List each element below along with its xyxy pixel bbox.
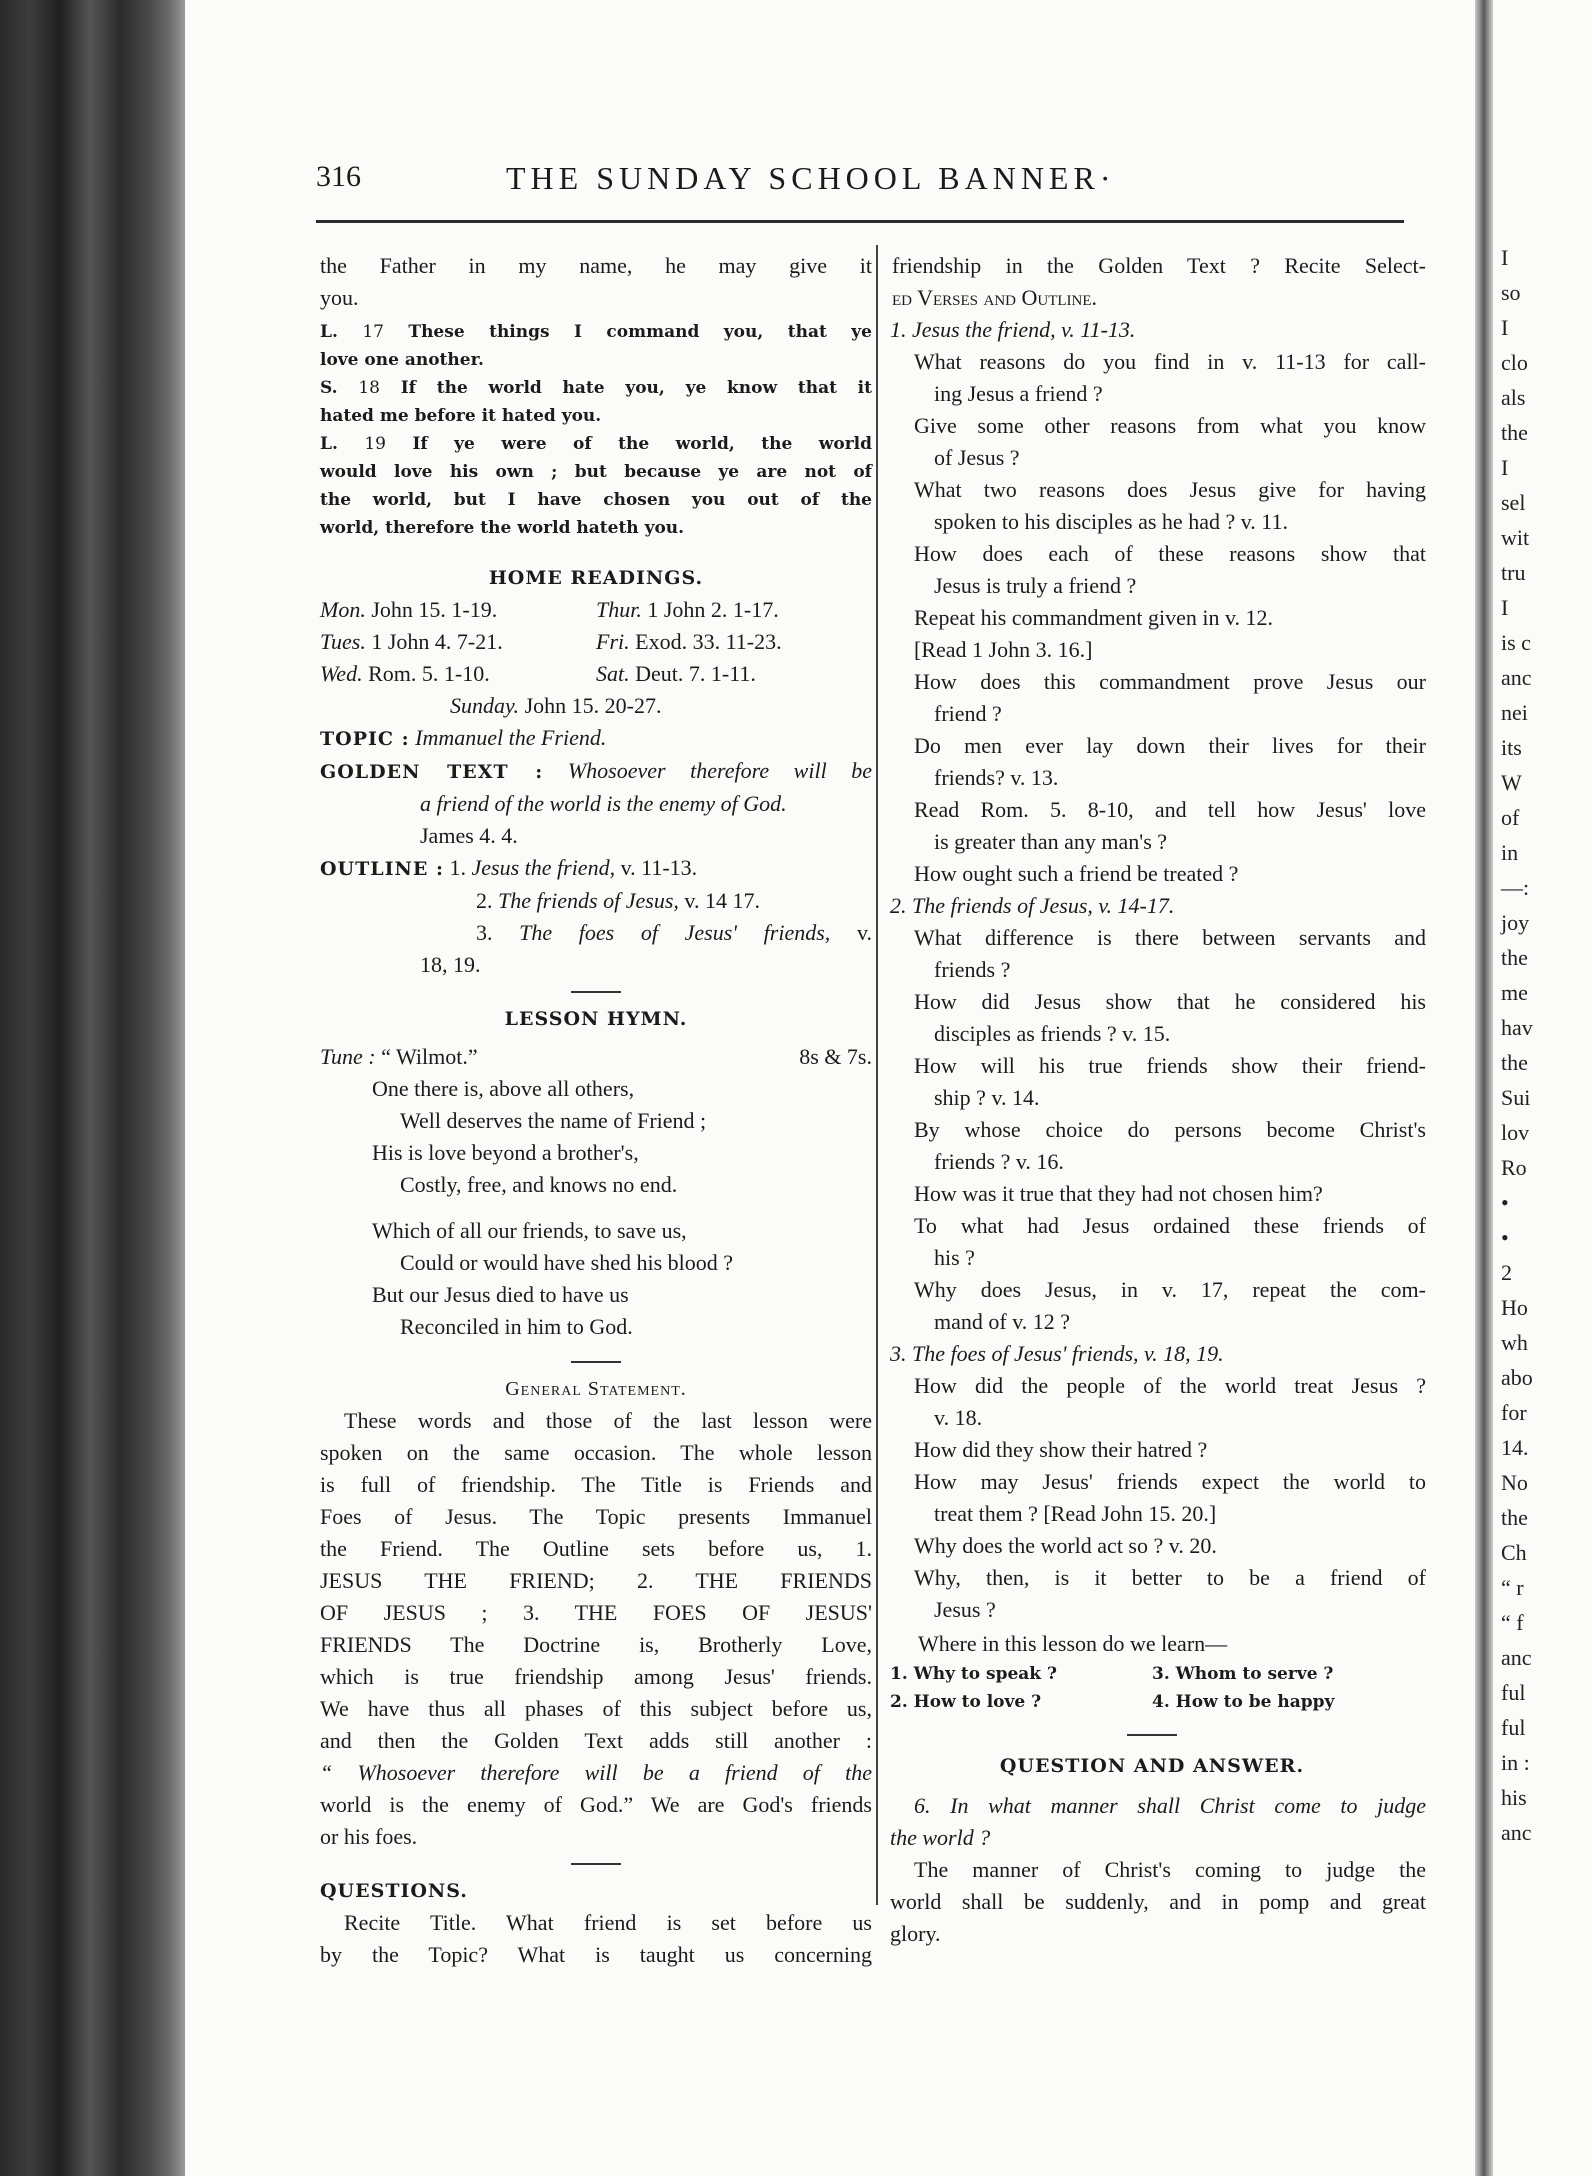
question-line: Why does the world act so ? v. 20.: [914, 1533, 1217, 1558]
hymn-line: One there is, above all others,: [372, 1076, 635, 1101]
text-line: or his foes.: [320, 1824, 418, 1849]
reading-ref: Deut. 7. 1-11.: [635, 661, 756, 686]
hymn-meter: 8s & 7s.: [799, 1044, 872, 1069]
outline-item: The foes of Jesus' friends,: [519, 920, 831, 945]
facing-page-fragment: —:: [1501, 875, 1530, 900]
facing-page-fragment: 14.: [1501, 1435, 1529, 1460]
learn-item: 4. How to be happy: [1152, 1692, 1335, 1712]
reading-day: Sunday.: [450, 693, 520, 718]
reading-day: Sat.: [596, 661, 630, 686]
readings-row: [320, 658, 872, 690]
hymn-line: Costly, free, and knows no end.: [400, 1172, 678, 1197]
question-line: What reasons do you find in v. 11-13 for call-: [914, 349, 1426, 374]
text-line: by the Topic? What is taught us concerning: [320, 1942, 872, 1967]
learn-list: [878, 1660, 1426, 1716]
text-line: ed Verses and Outline.: [892, 285, 1098, 310]
facing-page-fragment: Sui: [1501, 1085, 1531, 1110]
topic-text: Immanuel the Friend.: [415, 725, 607, 750]
reading-ref: John 15. 1-19.: [371, 597, 498, 622]
facing-page-fragment: the: [1501, 945, 1528, 970]
section-rule: [571, 1361, 621, 1363]
verse-label: S.: [320, 378, 338, 398]
facing-page-fragment: joy: [1501, 910, 1530, 935]
home-readings-table: [320, 594, 872, 690]
text-line: world is the enemy of God.” We are God's friends: [320, 1792, 872, 1817]
text-line: JESUS THE FRIEND; 2. THE FRIENDS: [320, 1568, 872, 1593]
text-line: which is true friendship among Jesus' friends.: [320, 1664, 872, 1689]
reading-ref: Exod. 33. 11-23.: [635, 629, 782, 654]
questions-title: QUESTIONS.: [320, 1880, 468, 1902]
facing-page-fragment: “ f: [1501, 1610, 1524, 1635]
outline-verses: v. 11-13.: [620, 855, 698, 880]
outline-number: 2.: [476, 888, 493, 913]
header-rule: [316, 220, 1404, 223]
reading-day: Thur.: [596, 597, 642, 622]
facing-page-fragment: ful: [1501, 1680, 1526, 1705]
question-continuation: treat them ? [Read John 15. 20.]: [934, 1501, 1217, 1526]
page-header: [316, 160, 1404, 210]
facing-page-fragment: I: [1501, 245, 1509, 270]
general-statement: [320, 1405, 872, 1853]
outline-number: 3.: [476, 920, 493, 945]
hymn-line: But our Jesus died to have us: [372, 1282, 629, 1307]
next-page-edge: [1493, 0, 1592, 2176]
question-line: What difference is there between servants and: [914, 925, 1426, 950]
selected-verses: [320, 318, 872, 542]
learn-item: 3. Whom to serve ?: [1152, 1664, 1334, 1684]
verse-number: 17: [362, 322, 384, 342]
facing-page-fragment: the: [1501, 420, 1528, 445]
section-rule: [571, 1863, 621, 1865]
verse-text: world, therefore the world hateth you.: [320, 518, 685, 538]
question-line: How will his true friends show their friend-: [914, 1053, 1426, 1078]
reading-day: Fri.: [596, 629, 630, 654]
topic-label: TOPIC :: [320, 728, 410, 750]
learn-item: 1. Why to speak ?: [890, 1664, 1057, 1684]
verse-text: hated me before it hated you.: [320, 406, 602, 426]
question-sections: [878, 314, 1426, 1626]
facing-page-fragment: in: [1501, 840, 1519, 865]
question-continuation: Jesus ?: [934, 1597, 996, 1622]
text-line: Recite Title. What friend is set before us: [344, 1910, 872, 1935]
question-continuation: spoken to his disciples as he had ? v. 11.: [934, 509, 1288, 534]
right-column: [878, 250, 1426, 1950]
readings-row: [320, 594, 872, 626]
question-continuation: disciples as friends ? v. 15.: [934, 1021, 1171, 1046]
question-line: What two reasons does Jesus give for having: [914, 477, 1426, 502]
catechism-question: the world ?: [890, 1825, 991, 1850]
facing-page-fragment: the: [1501, 1050, 1528, 1075]
facing-page-fragment: clo: [1501, 350, 1528, 375]
question-continuation: v. 18.: [934, 1405, 983, 1430]
readings-row: [320, 626, 872, 658]
text-line: you.: [320, 285, 359, 310]
question-line: To what had Jesus ordained these friends of: [914, 1213, 1426, 1238]
page-gutter: [1475, 0, 1493, 2176]
question-continuation: of Jesus ?: [934, 445, 1020, 470]
facing-page-fragment: No: [1501, 1470, 1528, 1495]
book-spine: [0, 0, 185, 2176]
hymn-tune-line: [320, 1041, 872, 1073]
tune-name: “ Wilmot.”: [381, 1044, 478, 1069]
text-line: “ Whosoever therefore will be a friend of the: [320, 1760, 872, 1785]
reading-day: Mon.: [320, 597, 366, 622]
lesson-hymn-title: LESSON HYMN.: [504, 1008, 688, 1030]
golden-text-ref: James 4. 4.: [420, 823, 518, 848]
question-line: Read Rom. 5. 8-10, and tell how Jesus' love: [914, 797, 1426, 822]
catechism-question: 6. In what manner shall Christ come to judge: [914, 1793, 1426, 1818]
facing-page-fragment: •: [1501, 1225, 1509, 1250]
catechism-answer: glory.: [890, 1921, 941, 1946]
facing-page-fragment: so: [1501, 280, 1521, 305]
learn-intro: Where in this lesson do we learn—: [918, 1631, 1228, 1656]
hymn-line: Well deserves the name of Friend ;: [400, 1108, 707, 1133]
reading-day: Wed.: [320, 661, 363, 686]
hymn-line: His is love beyond a brother's,: [372, 1140, 639, 1165]
verse-text: If the world hate you, ye know that it: [400, 378, 872, 398]
verse-label: L.: [320, 434, 338, 454]
facing-page-fragment: anc: [1501, 1645, 1532, 1670]
hymn-line: Could or would have shed his blood ?: [400, 1250, 734, 1275]
learn-item: 2. How to love ?: [890, 1692, 1042, 1712]
general-statement-title: General Statement.: [505, 1378, 687, 1400]
question-line: How was it true that they had not chosen him?: [914, 1181, 1323, 1206]
question-continuation: friends ?: [934, 957, 1011, 982]
question-continuation: is greater than any man's ?: [934, 829, 1168, 854]
text-line: Foes of Jesus. The Topic presents Immanuel: [320, 1504, 872, 1529]
question-line: How may Jesus' friends expect the world to: [914, 1469, 1426, 1494]
question-continuation: his ?: [934, 1245, 975, 1270]
text-line: spoken on the same occasion. The whole lesson: [320, 1440, 872, 1465]
question-line: How did Jesus show that he considered his: [914, 989, 1426, 1014]
text-line: OF JESUS ; 3. THE FOES OF JESUS': [320, 1600, 872, 1625]
facing-page-fragment: I: [1501, 455, 1509, 480]
facing-page-fragment: wh: [1501, 1330, 1528, 1355]
outline: [320, 852, 872, 981]
facing-page-fragment: Ho: [1501, 1295, 1528, 1320]
text-line: is full of friendship. The Title is Friends and: [320, 1472, 872, 1497]
question-line: How did the people of the world treat Jesus ?: [914, 1373, 1426, 1398]
question-line: [Read 1 John 3. 16.]: [914, 637, 1093, 662]
verse-text: love one another.: [320, 350, 484, 370]
text-line: FRIENDS The Doctrine is, Brotherly Love,: [320, 1632, 872, 1657]
verse-label: L.: [320, 322, 338, 342]
reading-ref: 1 John 2. 1-17.: [647, 597, 779, 622]
reading-ref: 1 John 4. 7-21.: [371, 629, 503, 654]
page-number: 316: [316, 160, 361, 193]
verse-number: 18: [358, 378, 380, 398]
reading-ref: Rom. 5. 1-10.: [368, 661, 490, 686]
facing-page-fragment: is c: [1501, 630, 1531, 655]
question-line: Give some other reasons from what you know: [914, 413, 1426, 438]
section-rule: [1127, 1734, 1177, 1736]
text-line: the Father in my name, he may give it: [320, 253, 872, 278]
facing-page-fragment: hav: [1501, 1015, 1533, 1040]
section-heading: 3. The foes of Jesus' friends, v. 18, 19.: [890, 1341, 1224, 1366]
facing-page-fragment: the: [1501, 1505, 1528, 1530]
facing-page-fragment: for: [1501, 1400, 1527, 1425]
question-line: By whose choice do persons become Christ's: [914, 1117, 1426, 1142]
question-line: Do men ever lay down their lives for their: [914, 733, 1426, 758]
question-line: How does each of these reasons show that: [914, 541, 1426, 566]
facing-page-fragment: anc: [1501, 1820, 1532, 1845]
outline-number: 1.: [449, 855, 466, 880]
facing-page-fragment: of: [1501, 805, 1520, 830]
catechism-answer: world shall be suddenly, and in pomp and great: [890, 1889, 1426, 1914]
facing-page-fragment: anc: [1501, 665, 1532, 690]
question-continuation: mand of v. 12 ?: [934, 1309, 1071, 1334]
golden-text: a friend of the world is the enemy of God.: [420, 791, 787, 816]
section-rule: [571, 991, 621, 993]
verse-number: 19: [364, 434, 386, 454]
text-line: friendship in the Golden Text ? Recite Select-: [892, 253, 1426, 278]
hymn-line: Reconciled in him to God.: [400, 1314, 633, 1339]
facing-page-fragment: Ch: [1501, 1540, 1527, 1565]
outline-item: The friends of Jesus,: [498, 888, 679, 913]
question-line: Why, then, is it better to be a friend of: [914, 1565, 1426, 1590]
question-line: Why does Jesus, in v. 17, repeat the com-: [914, 1277, 1426, 1302]
facing-page-fragment: I: [1501, 315, 1509, 340]
outline-item: Jesus the friend,: [471, 855, 616, 880]
facing-page-fragment: his: [1501, 1785, 1527, 1810]
facing-page-fragment: lov: [1501, 1120, 1530, 1145]
hymn-line: Which of all our friends, to save us,: [372, 1218, 687, 1243]
reading-ref: John 15. 20-27.: [524, 693, 662, 718]
question-and-answer-title: QUESTION AND ANSWER.: [999, 1755, 1305, 1777]
catechism-answer: The manner of Christ's coming to judge the: [914, 1857, 1426, 1882]
verse-text: the world, but I have chosen you out of the: [320, 490, 872, 510]
text-line: the Friend. The Outline sets before us, 1.: [320, 1536, 872, 1561]
golden-text: Whosoever therefore will be: [567, 758, 872, 783]
text-line: These words and those of the last lesson were: [344, 1408, 872, 1433]
facing-page-fragment: •: [1501, 1190, 1509, 1215]
facing-page-fragment: W: [1501, 770, 1522, 795]
facing-page-fragment: tru: [1501, 560, 1526, 585]
facing-page-fragment: nei: [1501, 700, 1528, 725]
facing-page-fragment: Ro: [1501, 1155, 1527, 1180]
verse-text: If ye were of the world, the world: [412, 434, 873, 454]
outline-verses: v. 14 17.: [684, 888, 760, 913]
question-continuation: Jesus is truly a friend ?: [934, 573, 1137, 598]
facing-page-fragment: “ r: [1501, 1575, 1524, 1600]
question-line: How does this commandment prove Jesus our: [914, 669, 1426, 694]
running-title: THE SUNDAY SCHOOL BANNER·: [506, 160, 1116, 196]
question-line: Repeat his commandment given in v. 12.: [914, 605, 1274, 630]
question-line: How ought such a friend be treated ?: [914, 861, 1239, 886]
question-continuation: ship ? v. 14.: [934, 1085, 1040, 1110]
outline-label: OUTLINE :: [320, 858, 444, 880]
reading-day: Tues.: [320, 629, 366, 654]
facing-page-fragment: wit: [1501, 525, 1530, 550]
facing-page-fragment: its: [1501, 735, 1522, 760]
tune-label: Tune :: [320, 1044, 376, 1069]
text-line: and then the Golden Text adds still another :: [320, 1728, 872, 1753]
golden-text-label: GOLDEN TEXT :: [320, 761, 544, 783]
facing-page-fragment: I: [1501, 595, 1509, 620]
question-continuation: friends? v. 13.: [934, 765, 1059, 790]
facing-page-fragment: ful: [1501, 1715, 1526, 1740]
facing-page-fragment: 2: [1501, 1260, 1512, 1285]
facing-page-fragment: sel: [1501, 490, 1526, 515]
question-continuation: ing Jesus a friend ?: [934, 381, 1103, 406]
facing-page-fragment: als: [1501, 385, 1526, 410]
facing-page-fragment: abo: [1501, 1365, 1533, 1390]
question-continuation: friends ? v. 16.: [934, 1149, 1064, 1174]
home-readings-title: HOME READINGS.: [488, 567, 704, 589]
section-heading: 2. The friends of Jesus, v. 14-17.: [890, 893, 1175, 918]
section-heading: 1. Jesus the friend, v. 11-13.: [890, 317, 1136, 342]
outline-verses: v.: [856, 920, 873, 945]
verse-text: These things I command you, that ye: [408, 322, 872, 342]
outline-verses: 18, 19.: [420, 952, 481, 977]
question-continuation: friend ?: [934, 701, 1002, 726]
facing-page-fragment: me: [1501, 980, 1528, 1005]
text-line: We have thus all phases of this subject before us,: [320, 1696, 872, 1721]
question-line: How did they show their hatred ?: [914, 1437, 1208, 1462]
facing-page-fragment: in :: [1501, 1750, 1530, 1775]
verse-text: would love his own ; but because ye are not of: [320, 462, 872, 482]
left-column: [320, 250, 872, 1971]
